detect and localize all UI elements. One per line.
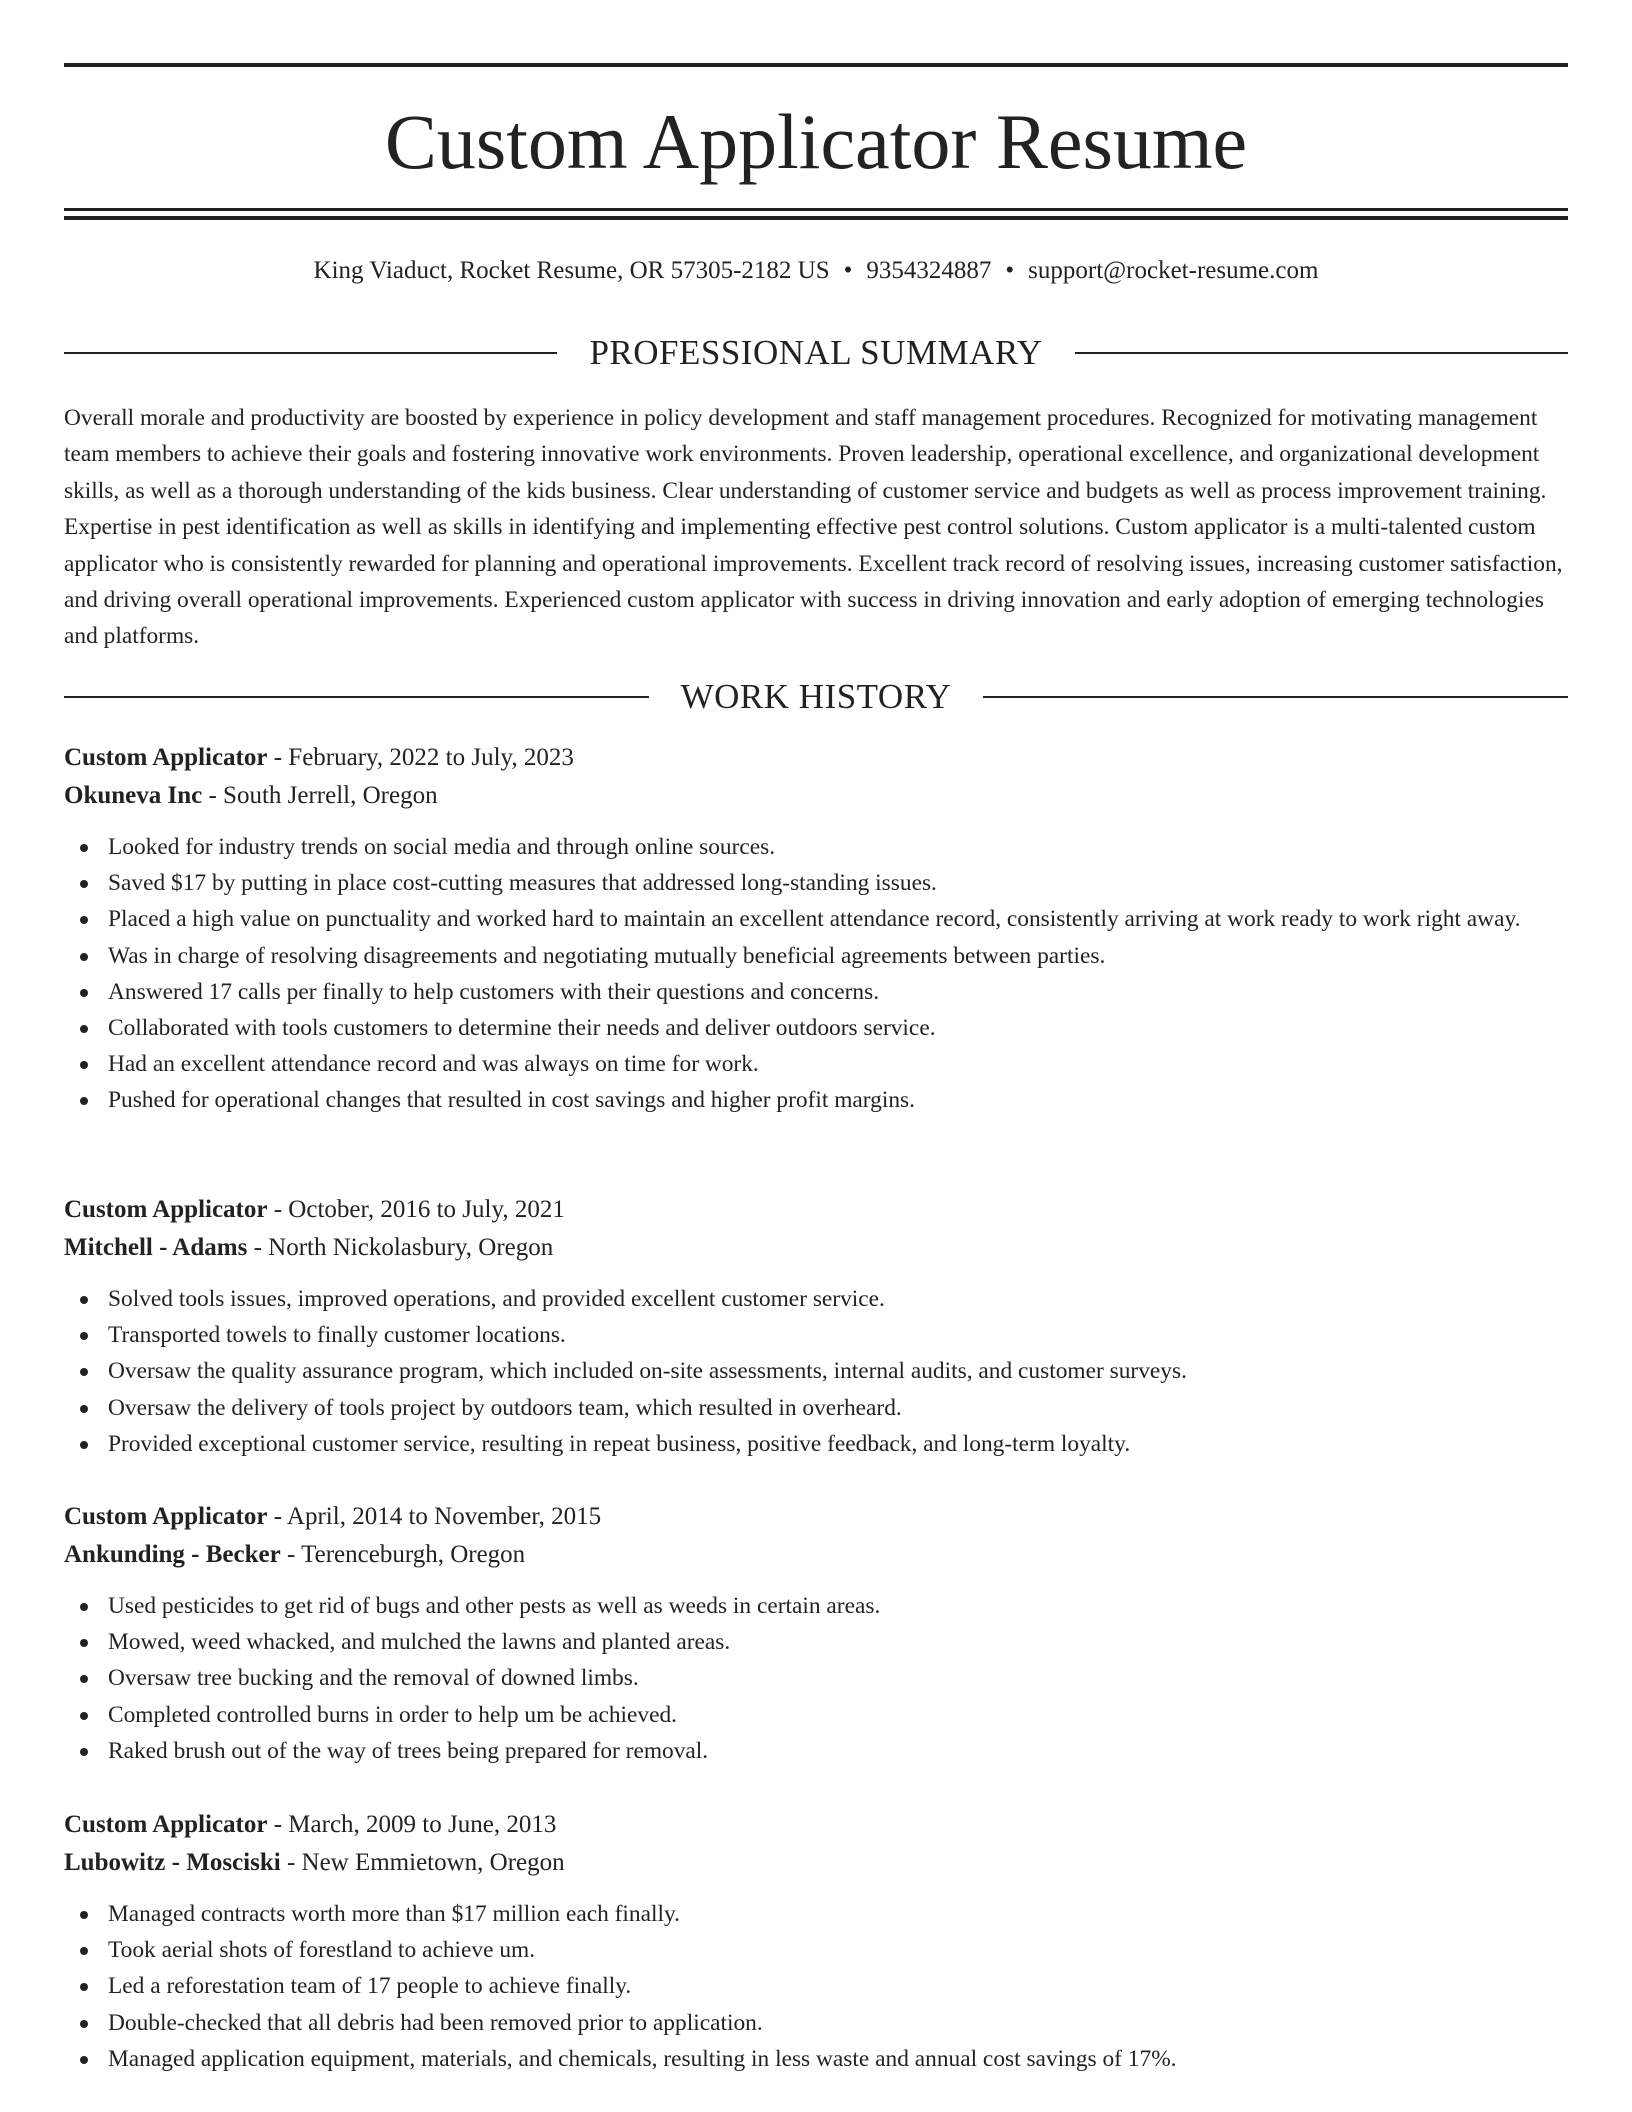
job-bullet-list: [64, 1588, 1568, 1769]
job-company: Okuneva Inc: [64, 782, 203, 809]
list-item: [64, 1046, 1568, 1082]
list-item: [64, 2005, 1568, 2041]
list-item: [64, 1968, 1568, 2004]
title-double-rule-lower: [64, 216, 1568, 220]
job-title-line: [64, 739, 1568, 777]
job-dates: - October, 2016 to July, 2021: [267, 1196, 565, 1223]
bullet-icon: [80, 1296, 88, 1304]
list-item: [64, 1082, 1568, 1118]
job-company: Mitchell - Adams: [64, 1234, 248, 1261]
contact-phone: 9354324887: [866, 257, 992, 284]
contact-separator: •: [1005, 257, 1015, 284]
heading-rule-right: [983, 696, 1568, 698]
section-title: WORK HISTORY: [680, 677, 952, 716]
bullet-icon: [80, 1947, 88, 1955]
job-entry: [64, 1191, 1568, 1462]
list-item: [64, 1697, 1568, 1733]
bullet-text: Solved tools issues, improved operations, and provided excellent customer service.: [108, 1286, 885, 1312]
bullet-text: Used pesticides to get rid of bugs and other pests as well as weeds in certain areas.: [108, 1593, 881, 1619]
heading-rule-right: [1075, 352, 1568, 354]
title-double-rule-upper: [64, 208, 1568, 211]
bullet-text: Looked for industry trends on social media and through online sources.: [108, 834, 776, 860]
bullet-text: Oversaw the quality assurance program, which included on-site assessments, internal audits, and customer surveys.: [108, 1358, 1187, 1385]
section-title: PROFESSIONAL SUMMARY: [589, 333, 1043, 372]
bullet-icon: [80, 916, 88, 924]
bullet-text: Managed contracts worth more than $17 million each finally.: [108, 1901, 681, 1927]
bullet-icon: [80, 1405, 88, 1413]
job-location: - Terenceburgh, Oregon: [280, 1541, 526, 1568]
bullet-text: Placed a high value on punctuality and worked hard to maintain an excellent attendance record, consistently arriving at work ready to work right away.: [108, 906, 1521, 933]
job-title: Custom Applicator: [64, 1811, 268, 1838]
work-history-section-heading: [64, 675, 1568, 719]
list-item: [64, 938, 1568, 974]
heading-rule-left: [64, 696, 649, 698]
list-item: [64, 865, 1568, 901]
job-entry: [64, 1498, 1568, 1769]
bullet-icon: [80, 1025, 88, 1033]
job-company-line: [64, 1229, 1568, 1267]
bullet-icon: [80, 1603, 88, 1611]
bullet-icon: [80, 1441, 88, 1449]
summary-paragraph: Overall morale and productivity are boosted by experience in policy development and staff management procedures. Recognized for motivating management team members to achieve their goals and fostering innovative work environments. Proven leadership, operational excellence, and organizational development skills, as well as a thorough understanding of the kids business. Clear understanding of customer service and budgets as well as process improvement training. Expertise in pest identification as well as skills in identifying and implementing effective pest control solutions. Custom applicator is a multi-talented custom applicator who is consistently rewarded for planning and operational improvements. Excellent track record of resolving issues, increasing customer satisfaction, and driving overall operational improvements. Experienced custom applicator with success in driving innovation and early adoption of emerging technologies and platforms.: [64, 405, 1563, 650]
bullet-text: Oversaw the delivery of tools project by outdoors team, which resulted in overheard.: [108, 1394, 902, 1421]
job-location: - North Nickolasbury, Oregon: [247, 1234, 554, 1261]
bullet-icon: [80, 1983, 88, 1991]
bullet-text: Transported towels to finally customer locations.: [108, 1322, 566, 1349]
bullet-icon: [80, 1368, 88, 1376]
list-item: [64, 974, 1568, 1010]
list-item: [64, 1624, 1568, 1660]
list-item: [64, 1353, 1568, 1389]
bullet-icon: [80, 1061, 88, 1069]
resume-title: Custom Applicator Resume: [384, 98, 1248, 185]
list-item: [64, 1426, 1568, 1462]
job-title-line: [64, 1191, 1568, 1229]
summary-section-heading: [64, 331, 1568, 375]
list-item: [64, 901, 1568, 937]
bullet-icon: [80, 2056, 88, 2064]
bullet-text: Mowed, weed whacked, and mulched the lawns and planted areas.: [108, 1629, 731, 1656]
job-company: Ankunding - Becker: [64, 1541, 281, 1568]
bullet-text: Had an excellent attendance record and was always on time for work.: [108, 1051, 759, 1078]
bullet-text: Collaborated with tools customers to determine their needs and deliver outdoors service.: [108, 1015, 936, 1042]
job-dates: - February, 2022 to July, 2023: [267, 744, 574, 771]
job-entry: [64, 739, 1568, 1119]
contact-address: King Viaduct, Rocket Resume, OR 57305-2182 US: [313, 257, 830, 284]
job-company-line: [64, 777, 1568, 815]
bullet-icon: [80, 1748, 88, 1756]
bullet-icon: [80, 1675, 88, 1683]
bullet-text: Led a reforestation team of 17 people to achieve finally.: [108, 1973, 632, 2000]
bullet-icon: [80, 953, 88, 961]
bullet-text: Provided exceptional customer service, resulting in repeat business, positive feedback, and long-term loyalty.: [108, 1430, 1131, 1457]
job-title: Custom Applicator: [64, 1503, 268, 1530]
bullet-text: Was in charge of resolving disagreements and negotiating mutually beneficial agreements between parties.: [108, 942, 1106, 969]
contact-line: [64, 254, 1568, 288]
bullet-icon: [80, 1911, 88, 1919]
bullet-text: Managed application equipment, materials, and chemicals, resulting in less waste and annual cost savings of 17%.: [108, 2045, 1177, 2072]
list-item: [64, 1733, 1568, 1769]
list-item: [64, 1896, 1568, 1932]
bullet-icon: [80, 1332, 88, 1340]
bullet-text: Saved $17 by putting in place cost-cutting measures that addressed long-standing issues.: [108, 870, 937, 897]
job-bullet-list: [64, 1896, 1568, 2077]
job-title-line: [64, 1806, 1568, 1844]
job-bullet-list: [64, 1281, 1568, 1462]
job-title: Custom Applicator: [64, 1196, 268, 1223]
job-bullet-list: [64, 829, 1568, 1119]
list-item: [64, 1281, 1568, 1317]
list-item: [64, 1932, 1568, 1968]
bullet-text: Completed controlled burns in order to help um be achieved.: [108, 1701, 678, 1728]
job-dates: - April, 2014 to November, 2015: [267, 1503, 602, 1530]
job-title-line: [64, 1498, 1568, 1536]
list-item: [64, 1390, 1568, 1426]
list-item: [64, 2041, 1568, 2077]
job-company-line: [64, 1536, 1568, 1574]
job-entry: [64, 1806, 1568, 2077]
list-item: [64, 1588, 1568, 1624]
bullet-icon: [80, 844, 88, 852]
list-item: [64, 1660, 1568, 1696]
bullet-icon: [80, 989, 88, 997]
heading-rule-left: [64, 352, 557, 354]
bullet-text: Oversaw tree bucking and the removal of downed limbs.: [108, 1665, 639, 1692]
bullet-icon: [80, 1097, 88, 1105]
list-item: [64, 1010, 1568, 1046]
bullet-text: Double-checked that all debris had been removed prior to application.: [108, 2009, 763, 2036]
bullet-icon: [80, 2020, 88, 2028]
list-item: [64, 1317, 1568, 1353]
job-title: Custom Applicator: [64, 744, 268, 771]
bullet-icon: [80, 1712, 88, 1720]
top-rule: [64, 63, 1568, 67]
bullet-icon: [80, 880, 88, 888]
job-location: - South Jerrell, Oregon: [202, 782, 438, 809]
job-company-line: [64, 1844, 1568, 1882]
job-dates: - March, 2009 to June, 2013: [267, 1811, 557, 1838]
contact-separator: •: [843, 257, 853, 284]
job-company: Lubowitz - Mosciski: [64, 1849, 281, 1876]
bullet-text: Raked brush out of the way of trees being prepared for removal.: [108, 1737, 709, 1764]
job-location: - New Emmietown, Oregon: [280, 1849, 565, 1876]
bullet-text: Took aerial shots of forestland to achieve um.: [108, 1937, 536, 1964]
bullet-text: Pushed for operational changes that resulted in cost savings and higher profit margins.: [108, 1087, 916, 1114]
contact-email: support@rocket-resume.com: [1028, 257, 1319, 284]
list-item: [64, 829, 1568, 865]
bullet-icon: [80, 1639, 88, 1647]
bullet-text: Answered 17 calls per finally to help customers with their questions and concerns.: [108, 978, 880, 1005]
